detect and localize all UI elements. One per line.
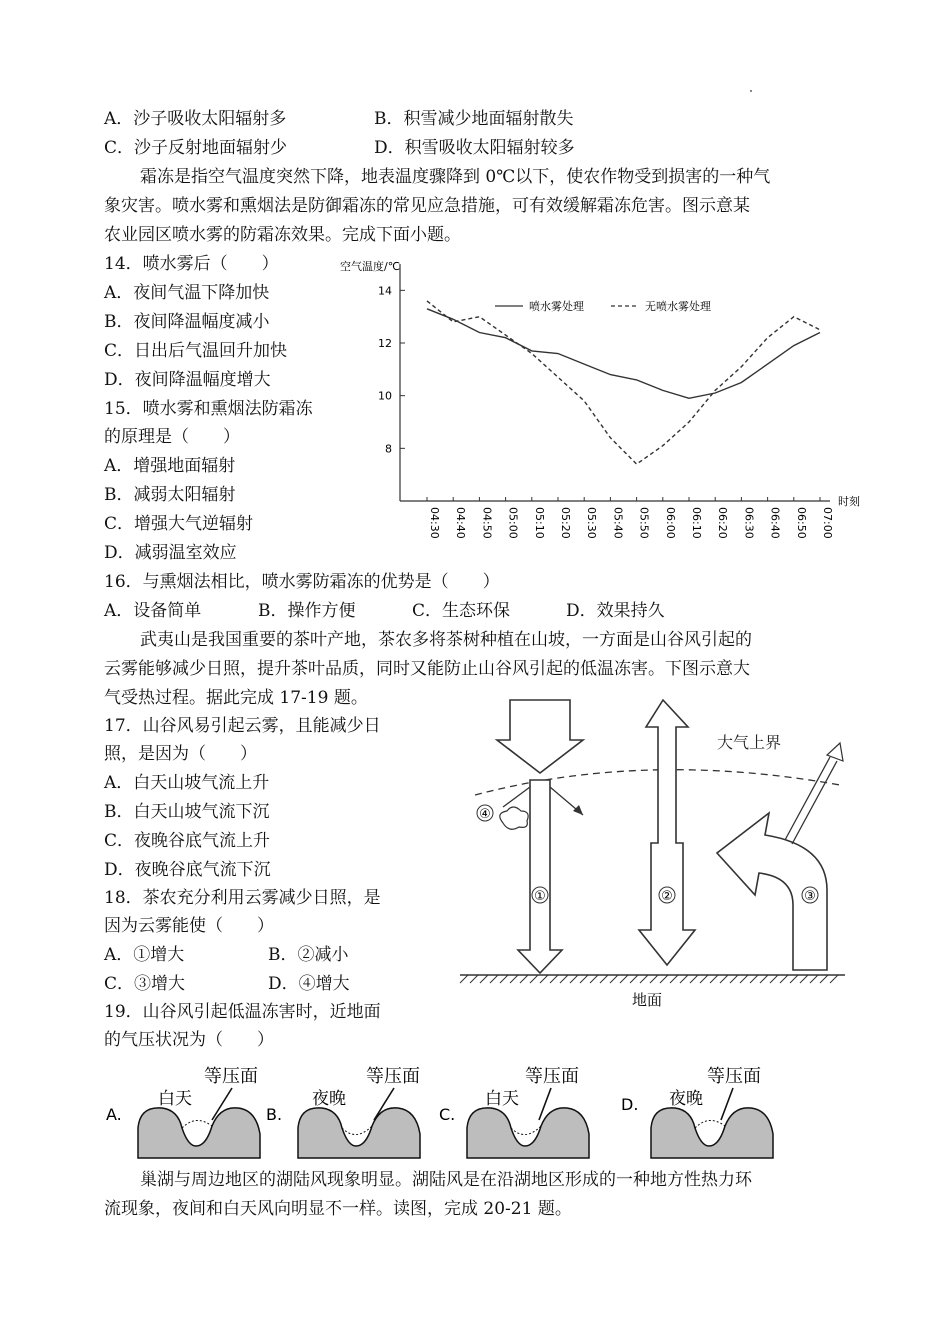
q13-option-d: D．积雪吸收太阳辐射较多 — [374, 138, 575, 158]
reflect-arrowhead — [573, 805, 583, 815]
q18-option-d: D．④增大 — [268, 974, 350, 994]
y-tick-label: 12 — [378, 337, 392, 350]
q16-option-b: B．操作方便 — [258, 601, 356, 621]
mark-1: ① — [534, 889, 546, 904]
q17-option-d: D．夜晚谷底气流下沉 — [104, 860, 271, 880]
q19-option-c-isobar — [511, 1126, 541, 1135]
x-tick-label: 04:50 — [480, 507, 494, 539]
q17-stem-line2: 照，是因为（ ） — [104, 744, 257, 764]
q19-option-a[interactable] — [106, 1066, 260, 1158]
q18-stem-line1: 18．茶农充分利用云雾减少日照，是 — [104, 888, 381, 908]
q19-option-d[interactable] — [621, 1066, 773, 1158]
mark-3: ③ — [804, 889, 816, 904]
x-tick-label: 04:40 — [454, 507, 468, 539]
q19-options-diagram — [100, 1058, 790, 1163]
q18-stem-line2: 因为云雾能使（ ） — [104, 916, 274, 936]
frost-intro-line1: 霜冻是指空气温度突然下降，地表温度骤降到 0℃以下，使农作物受到损害的一种气 — [140, 167, 771, 187]
wuyi-intro-line3: 气受热过程。据此完成 17-19 题。 — [104, 688, 368, 708]
q17-option-a: A．白天山坡气流上升 — [104, 773, 270, 793]
q19-option-a-terrain — [138, 1108, 260, 1158]
q19-stem-line1: 19．山谷风引起低温冻害时，近地面 — [104, 1002, 381, 1022]
q18-option-c: C．③增大 — [104, 974, 186, 994]
q19-option-a-time: 白天 — [158, 1089, 192, 1109]
q19-option-b-label: 等压面 — [366, 1066, 420, 1087]
x-tick-label: 05:50 — [637, 507, 651, 539]
x-tick-label: 06:50 — [794, 507, 808, 539]
incoming-arrow-top — [497, 700, 583, 773]
frost-intro-line2: 象灾害。喷水雾和熏烟法是防御霜冻的常见应急措施，可有效缓解霜冻危害。图示意某 — [104, 196, 750, 216]
q19-option-b-terrain — [298, 1108, 420, 1158]
q19-option-d-letter: D. — [621, 1095, 639, 1114]
q17-option-b: B．白天山坡气流下沉 — [104, 802, 270, 822]
q16-option-a: A．设备简单 — [104, 601, 202, 621]
x-tick-label: 06:40 — [768, 507, 782, 539]
legend-dashed-label: 无喷水雾处理 — [645, 300, 711, 313]
q19-option-d-terrain — [651, 1108, 773, 1158]
arrow-1 — [518, 780, 562, 973]
q15-option-a: A．增强地面辐射 — [104, 456, 236, 476]
y-tick-label: 10 — [378, 389, 392, 403]
q14-option-c: C．日出后气温回升加快 — [104, 341, 288, 361]
q13-option-a: A．沙子吸收太阳辐射多 — [104, 109, 287, 129]
x-tick-label: 07:00 — [821, 507, 834, 539]
q19-option-b[interactable] — [266, 1066, 420, 1158]
q19-option-a-label: 等压面 — [204, 1066, 258, 1087]
series-no-spray-line — [427, 301, 820, 464]
q19-option-c-letter: C. — [439, 1105, 456, 1124]
cloud-icon — [500, 807, 528, 829]
q19-option-d-time: 夜晚 — [669, 1089, 703, 1109]
q15-option-b: B．减弱太阳辐射 — [104, 485, 236, 505]
q17-option-c: C．夜晚谷底气流上升 — [104, 831, 271, 851]
q19-option-c[interactable] — [439, 1066, 589, 1158]
q19-option-a-isobar — [182, 1120, 212, 1128]
q14-stem: 14．喷水雾后（ ） — [104, 254, 279, 274]
chaohu-intro-line1: 巢湖与周边地区的湖陆风现象明显。湖陆风是在沿湖地区形成的一种地方性热力环 — [140, 1170, 752, 1190]
x-tick-label: 06:00 — [663, 507, 677, 539]
x-tick-label: 05:10 — [532, 507, 546, 539]
legend-solid-label: 喷水雾处理 — [529, 300, 584, 313]
chart-xlabel: 时刻 — [838, 495, 860, 508]
q19-option-c-terrain — [467, 1108, 589, 1158]
q13-option-b: B．积雪减少地面辐射散失 — [374, 109, 574, 129]
q16-stem: 16．与熏烟法相比，喷水雾防霜冻的优势是（ ） — [104, 572, 500, 592]
q19-option-d-label: 等压面 — [707, 1066, 761, 1087]
x-tick-label: 06:10 — [690, 507, 703, 539]
q14-option-b: B．夜间降温幅度减小 — [104, 312, 270, 332]
x-tick-label: 05:30 — [585, 507, 599, 539]
wuyi-intro-line2: 云雾能够减少日照，提升茶叶品质，同时又能防止山谷风引起的低温冻害。下图示意大 — [104, 659, 750, 679]
x-tick-label: 04:30 — [428, 507, 441, 539]
reflect-line-left — [503, 787, 530, 807]
q19-option-b-isobar — [342, 1126, 372, 1135]
ground-label: 地面 — [632, 991, 663, 1009]
q14-option-d: D．夜间降温幅度增大 — [104, 370, 271, 390]
q13-option-c: C．沙子反射地面辐射少 — [104, 138, 288, 158]
q19-option-a-letter: A. — [106, 1105, 122, 1124]
x-tick-label: 05:20 — [559, 507, 572, 539]
q18-option-a: A．①增大 — [104, 945, 185, 965]
q16-option-c: C．生态环保 — [412, 601, 511, 621]
q17-stem-line1: 17．山谷风易引起云雾，且能减少日 — [104, 716, 381, 736]
q15-stem-line2: 的原理是（ ） — [104, 427, 240, 447]
q15-option-c: C．增强大气逆辐射 — [104, 514, 254, 534]
x-tick-label: 06:30 — [742, 507, 756, 539]
q14-option-a: A．夜间气温下降加快 — [104, 283, 270, 303]
y-tick-label: 14 — [378, 284, 392, 298]
mark-4: ④ — [479, 807, 491, 822]
ground-hatch — [460, 975, 838, 983]
q15-stem-line1: 15．喷水雾和熏烟法防霜冻 — [104, 399, 313, 419]
chaohu-intro-line2: 流现象，夜间和白天风向明显不一样。读图，完成 20-21 题。 — [104, 1199, 572, 1219]
atmosphere-heating-diagram — [455, 695, 850, 1015]
x-tick-label: 06:20 — [716, 507, 730, 539]
series-spray-line — [427, 309, 820, 399]
temperature-line-chart — [335, 252, 875, 544]
q19-stem-line2: 的气压状况为（ ） — [104, 1030, 274, 1050]
chart-ylabel: 空气温度/℃ — [340, 260, 401, 273]
wuyi-intro-line1: 武夷山是我国重要的茶叶产地，茶农多将茶树种植在山坡，一方面是山谷风引起的 — [140, 630, 752, 650]
escape-line-2 — [792, 761, 837, 844]
escape-line — [785, 757, 830, 840]
y-tick-label: 8 — [385, 442, 392, 456]
upper-boundary-label: 大气上界 — [717, 733, 782, 752]
arrow-2 — [639, 700, 695, 965]
q15-option-d: D．减弱温室效应 — [104, 543, 237, 563]
mark-2: ② — [661, 889, 673, 904]
x-tick-label: 05:40 — [611, 507, 625, 539]
x-tick-label: 05:00 — [506, 507, 520, 539]
stray-dot — [750, 90, 752, 92]
q19-option-c-label: 等压面 — [525, 1066, 579, 1087]
q19-option-b-letter: B. — [266, 1105, 283, 1124]
q16-option-d: D．效果持久 — [566, 601, 665, 621]
q18-option-b: B．②减小 — [268, 945, 349, 965]
q19-option-b-time: 夜晚 — [312, 1089, 346, 1109]
q19-option-d-isobar — [695, 1120, 725, 1128]
frost-intro-line3: 农业园区喷水雾的防霜冻效果。完成下面小题。 — [104, 225, 461, 245]
q19-option-c-time: 白天 — [485, 1089, 519, 1109]
